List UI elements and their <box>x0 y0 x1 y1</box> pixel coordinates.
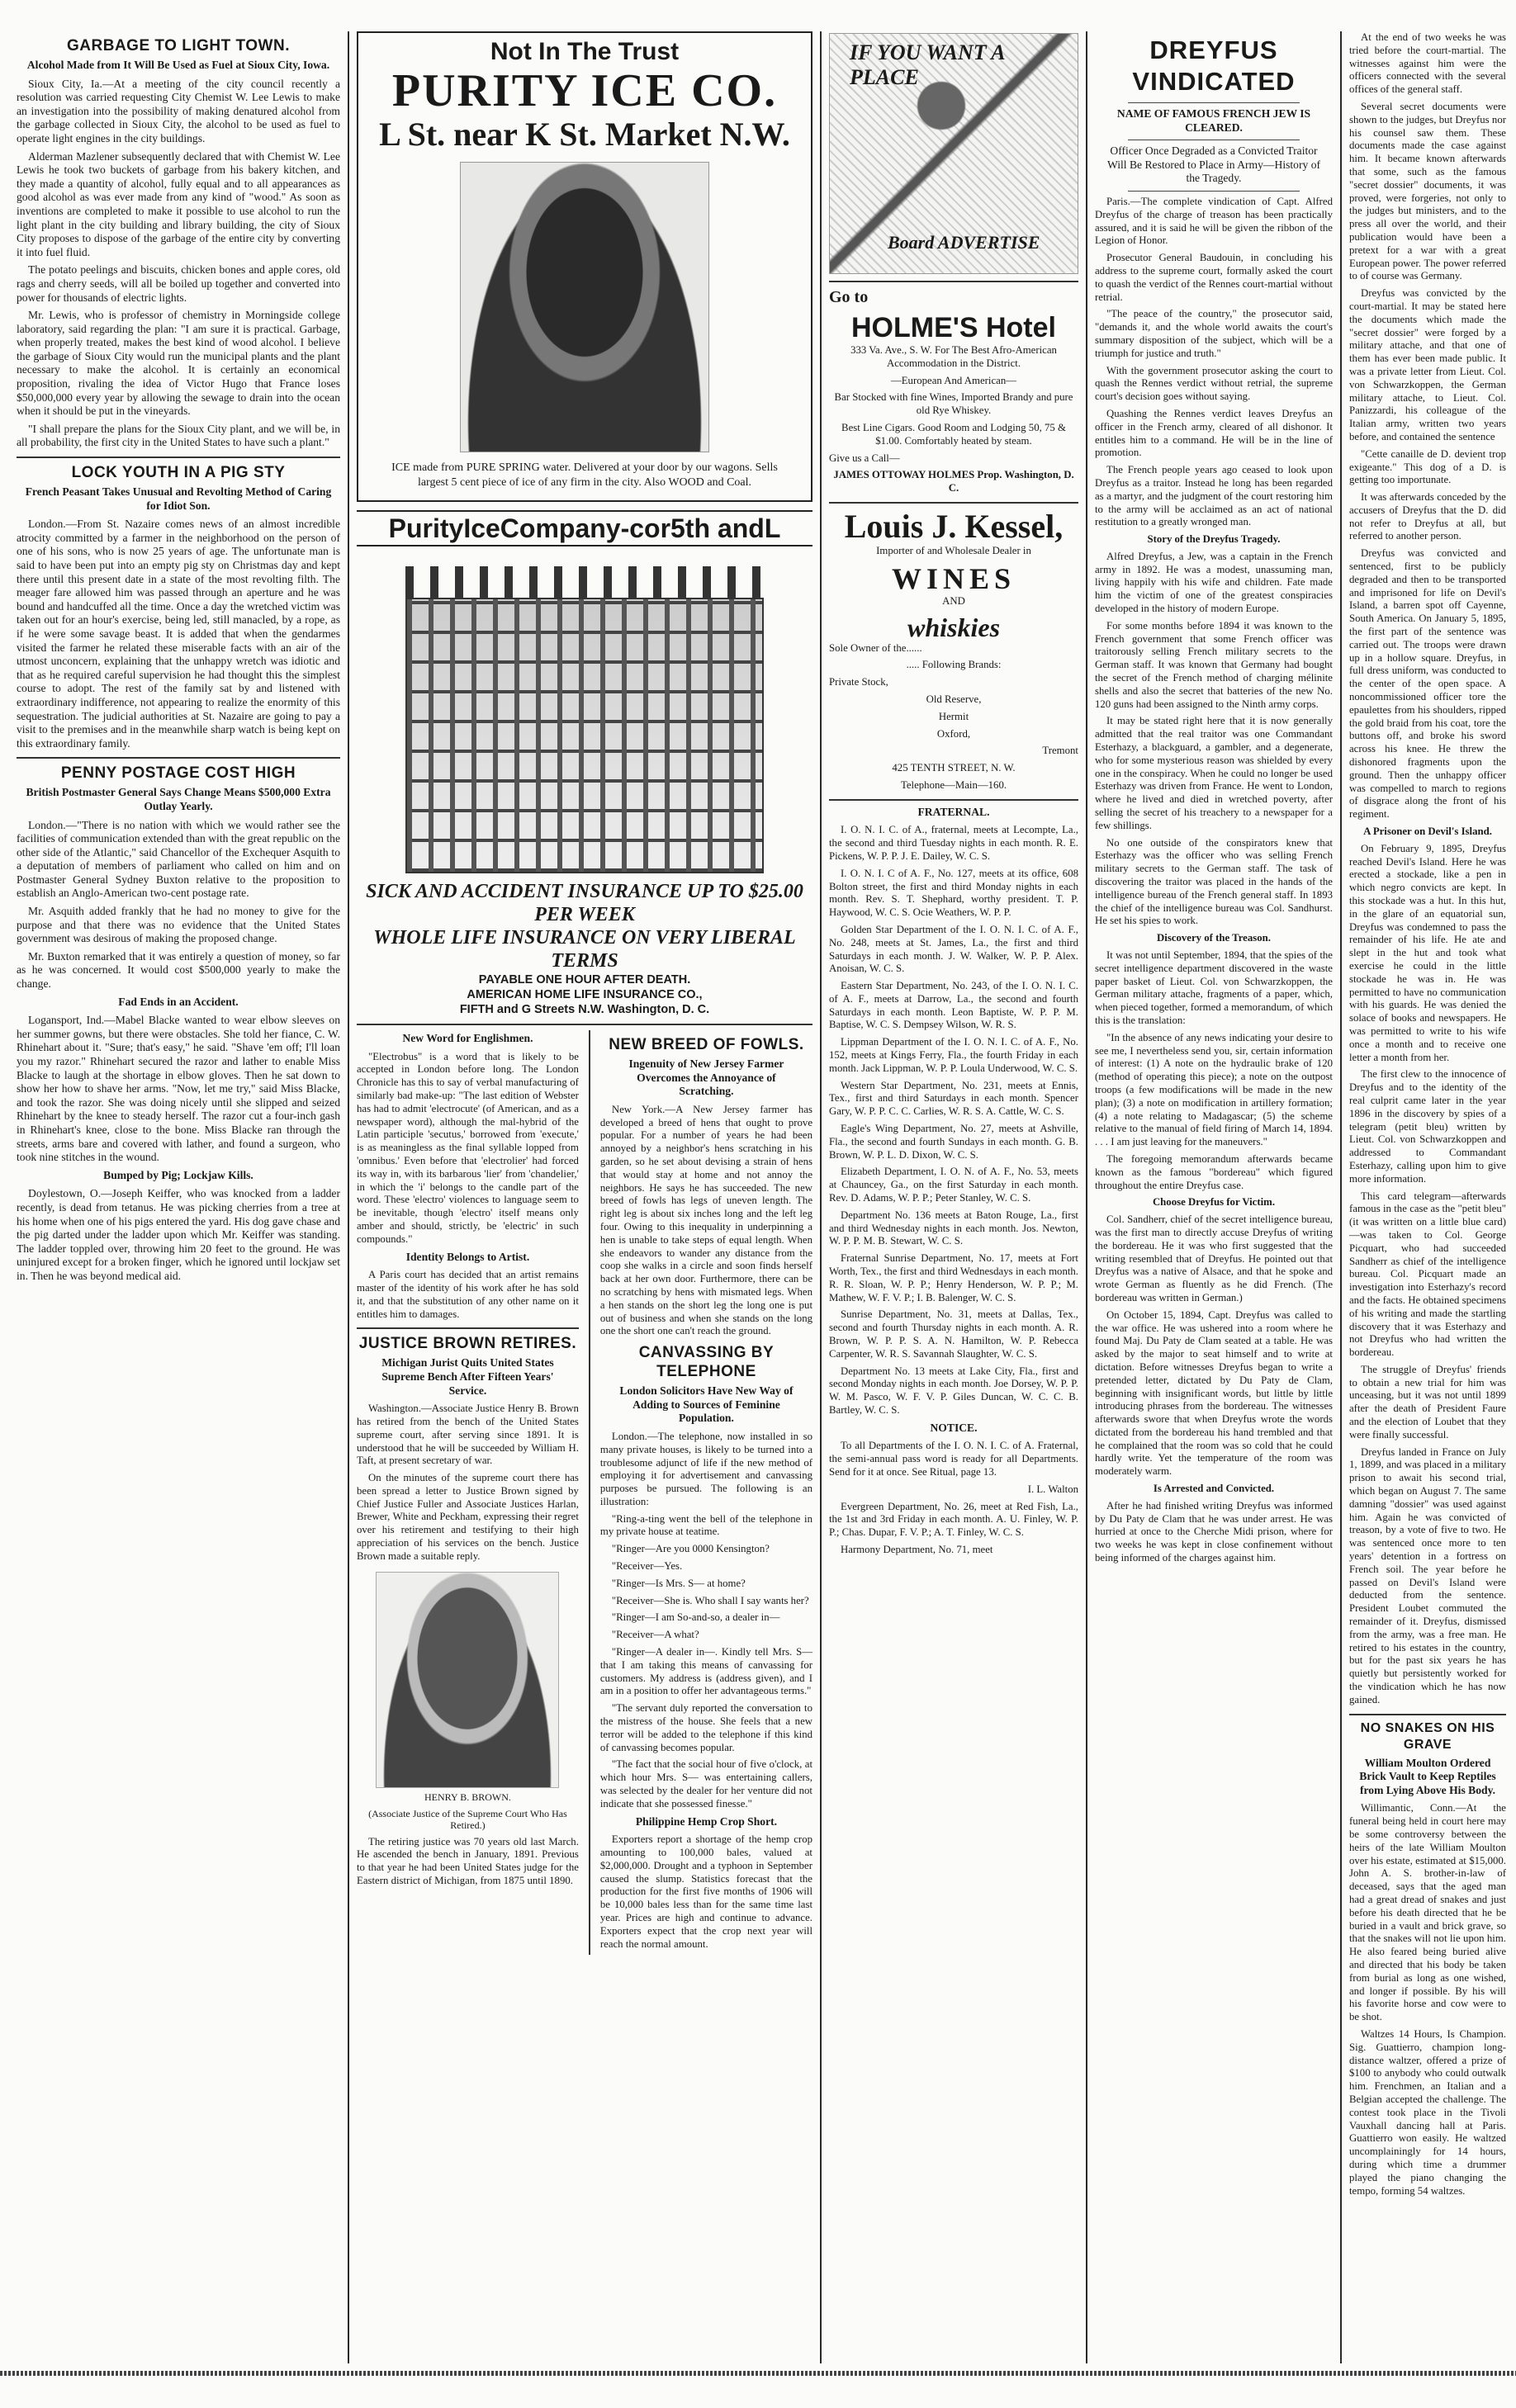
kessel-line: Sole Owner of the...... <box>829 641 922 654</box>
article-paragraph: The potato peelings and biscuits, chicken bones and apple cores, old rags and cherry seeds, will all be boiled up together and converted into power for thousands of electric lights. <box>17 263 340 304</box>
ice-ad-text: ICE made from PURE SPRING water. Delivered at your door by our wagons. Sells largest 5 cent piece of ice of any firm in the city. Also WOOD and Coal. <box>391 461 778 489</box>
cartoon-illustration <box>829 33 1078 274</box>
kessel-line: Oxford, <box>936 727 971 740</box>
column-2 <box>350 31 819 2363</box>
ice-ad-address: L St. near K St. Market N.W. <box>379 116 790 153</box>
subhead-devils-island: A Prisoner on Devil's Island. <box>1363 826 1492 838</box>
divider <box>1349 1714 1506 1715</box>
article-paragraph: The retiring justice was 70 years old last March. He ascended the bench in January, 1891. Previous to that year he had been United States judge for the Eastern district of Michigan, from 1875 until 1890. <box>357 1835 579 1887</box>
article-paragraph: It was not until September, 1894, that the spies of the secret intelligence department discovered in the waste paper basket of Lieut. Col. von Schwarzkoppen, the German military attache, fragments of a paper, which, when pieced together, formed a memorandum, of which this is the translation: <box>1095 949 1333 1026</box>
ice-ad-tagline: Not In The Trust <box>490 38 680 65</box>
notice-item: Evergreen Department, No. 26, meet at Red Fish, La., the 1st and 3rd Friday in each month. A. U. Finley, W. P. P.; Chas. Dupar, F. V. P.; A. T. Finley, W. C. S. <box>829 1500 1078 1539</box>
fraternal-item: Elizabeth Department, I. O. N. of A. F., No. 53, meets at Chauncey, Ga., on the first Saturday in each month. Rev. D. Adams, W. P. P.; Peter Stanley, W. C. S. <box>829 1166 1078 1204</box>
headline-snakes: NO SNAKES ON HIS GRAVE <box>1360 1720 1495 1752</box>
article-paragraph: "Ringer—I am So-and-so, a dealer in— <box>611 1611 780 1624</box>
fraternal-item: Lippman Department of the I. O. N. I. C. of A. F., No. 152, meets at Kings Ferry, Fla., the fourth Friday in each month. Jack Lippman, W. P. P. Loula Underwood, W. C. S. <box>829 1036 1078 1074</box>
fraternal-item: Department No. 136 meets at Baton Rouge, La., first and third Wednesday nights in each month. Jos. Newton, W. P. P. M. B. Stewart, W. C. S. <box>829 1209 1078 1247</box>
article-paragraph: London.—The telephone, now installed in so many private houses, is likely to be turned into a troublesome adjunct of life if the new method of employing it for advertisement and canvassing purposes be pursued. The following is an illustration: <box>599 1430 812 1507</box>
kessel-line: 425 TENTH STREET, N. W. <box>892 762 1016 774</box>
article-paragraph: "Ringer—Are you 0000 Kensington? <box>611 1543 770 1555</box>
cartoon-board-text: Board ADVERTISE <box>888 232 1040 253</box>
subhead-new-word: New Word for Englishmen. <box>402 1032 533 1044</box>
notice-signature: I. L. Walton <box>1027 1483 1078 1495</box>
column-5 <box>1343 31 1513 2363</box>
article-paragraph: The struggle of Dreyfus' friends to obtain a new trial for him was unceasing, but it was not until 1899 after the death of President Faure and the election of Loubet that they were finally successful. <box>1349 1363 1506 1441</box>
divider <box>829 502 1078 504</box>
fraternal-item: Sunrise Department, No. 31, meets at Dallas, Tex., second and fourth Thursday nights in each month. A. R. Brown, W. P. P. S. A. N. Hamilton, W. P. Rebecca Carpenter, W. R. S. Savannah Slaughter, W. C. S. <box>829 1308 1078 1360</box>
kessel-line: Private Stock, <box>829 676 888 688</box>
dek-fowls: Ingenuity of New Jersey Farmer Overcomes the Annoyance of Scratching. <box>628 1057 784 1098</box>
article-paragraph: No one outside of the conspirators knew that Esterhazy was the officer who was selling French military secrets to the German staff. The task of discovering the traitor was placed in the hands of the intelligence bureau of the French general staff. In 1893 the chief of the intelligence bureau was Col. Sandhurst. He set his spies to work. <box>1095 836 1333 927</box>
kessel-whiskies: whiskies <box>907 612 1001 642</box>
column-rule <box>820 31 822 2363</box>
dek-garbage: Alcohol Made from It Will Be Used as Fuel at Sioux City, Iowa. <box>26 59 330 71</box>
article-paragraph: Logansport, Ind.—Mabel Blacke wanted to wear elbow sleeves on her summer gowns, but there were obstacles. She told her fiance, C. W. Rhinehart about it. "Sure; that's easy," he said. "Shave 'em off; I'll loan you my razor." Rhinehart secured the razor and lather to enable Miss Blacke to laugh at the shortage in elbow gloves. Then he sat down to show her how to shave her arms. "Now, let me try," said Miss Blacke, and took the razor. She was doing nicely until she slipped and seized Rhinehart by the knee to steady herself. The razor cut a four-inch gash in Rhinehart's knee, close to the bone. Miss Blacke ran through the streets, arms bare and covered with lather, and found a surgeon, who took nine stitches in the wound. <box>17 1014 340 1164</box>
article-paragraph: Alderman Mazlener subsequently declared that with Chemist W. Lee Lewis he took two buckets of garbage from his bakery kitchen, and they made a quantity of alcohol, fully equal and to all appearances as good alcohol as was ever made from any kind of "wood." As soon as inventions are completed to make it possible to use alcohol to run the light plant in the city building and library building, the city of Sioux City proposes to dispose of the garbage of the entire city by converting it into fuel fluid. <box>17 149 340 258</box>
article-paragraph: Col. Sandherr, chief of the secret intelligence bureau, was the first man to directly accuse Dreyfus of writing the bordereau. He it was who first suggested that the writing resembled that of Dreyfus. He pointed out that Dreyfus was a native of Alsace, and that he spoke and wrote German as fluently as he did French. (The bordereau was written in German.) <box>1095 1213 1333 1303</box>
article-paragraph: Mr. Lewis, who is professor of chemistry in Morningside college laboratory, said regarding the plan: "I am sure it is practical. Garbage, when properly treated, makes the best kind of wood alcohol. I believe the garbage of Sioux City would run the municipal plants and the plant necessary to make the alcohol. It is certainly an economical proposition, rivaling the idea of Victor Hugo that France loses $50,000,000 every year by allowing the sewage to drain into the ocean when it should be put in the vineyards. <box>17 309 340 418</box>
column-2a <box>357 1030 579 1955</box>
article-paragraph: Willimantic, Conn.—At the funeral being held in court here may be some controversy between the heirs of the late William Moulton over his estate, estimated at $15,000. John A. S. brother-in-law of deceased, says that the aged man had a great dread of snakes and just before his death directed that he be buried in a vault and brick grave, so that the snakes will not lie upon him. He also feared being buried alive and directed that his body be taken from burial as long as one wished, and longer if possible. By his will his favorite horse and cow were to be shot. <box>1349 1802 1506 2023</box>
article-paragraph: Sioux City, Ia.—At a meeting of the city council recently a resolution was carried requesting City Chemist W. Lee Lewis to make an investigation into the possibility of making denatured alcohol from the garbage collected in Sioux City, the alcohol to be used as fuel to operate light engines in the city buildings. <box>17 77 340 144</box>
column-rule <box>1340 31 1342 2363</box>
kessel-line: Old Reserve, <box>926 693 982 705</box>
holme-goto: Go to <box>829 288 869 306</box>
article-paragraph: For some months before 1894 it was known to the French government that some French officer was traitorously selling French military secrets to the German staff. It was known that Germany had bought the secret of the French method of charging mélinite shells and also the secret that batteries of the new No. 120 guns had been assigned to the Ninth army corps. <box>1095 619 1333 710</box>
kessel-name: Louis J. Kessel, <box>844 507 1064 545</box>
article-paragraph: Several secret documents were shown to the judges, but Dreyfus nor his counsel saw them. These documents made the case against him. It became known afterwards that some, such as the famous "secret dossier" documents, it was proved, were forgeries, not only to the judges but ministers, and to the press all over the world, and their publication would have been a pretext for a war with a great European power. The power referred to of course was Germany. <box>1349 100 1506 282</box>
article-paragraph: Mr. Buxton remarked that it was entirely a question of money, so far as he was concerned. It would cost $500,000 yearly to make the change. <box>17 949 340 991</box>
cartoon-caption: IF YOU WANT A PLACE <box>850 40 1005 89</box>
article-paragraph: "Receiver—She is. Who shall I say wants her? <box>611 1594 809 1606</box>
kessel-line: ..... Following Brands: <box>906 659 1002 671</box>
article-paragraph: "Electrobus" is a word that is likely to be accepted in London before long. The London Chronicle has this to say of verbal manufacturing of similarly bad make-up: "The last edition of Webster has had to admit 'electrocute' (of American, and as a newspaper word), although the mal-hybrid of the Latin participle 'secutus,' borrowed from 'execute,' is as meaningless as the final syllable lopped from 'omnibus.' Even before that 'electrolier' had forced its way in, with its barbarous 'lier' from 'chandelier,' in which the 'i' belongs to the candle part of the word. These 'electro' violences to language seem to be inevitable, though 'electro' itself means only amber and should, strictly, be 'electric' in such compounds." <box>357 1050 579 1245</box>
divider <box>1128 191 1300 192</box>
article-paragraph: Dreyfus was convicted by the court-martial. It may be stated here the documents which made the "secret dossier" were forged by a military attache, and that one of them has ever been made public. It was a private letter from Lieut. Col. von Schwarzkoppen, the German military attache, to Lieut. Col. Panizzardi, his colleague of the Italian army, written two years before, and contained the sentence <box>1349 287 1506 442</box>
article-paragraph: New York.—A New Jersey farmer has developed a breed of hens that ought to prove popular. For a number of years he had been annoyed by a neighbor's hens scratching in his garden, so he set about devising a strain of hens that would stay at home and not annoy the neighbors. He says he has succeeded. The new breed of fowls has legs of uneven length. The right leg is about six inches long and the left leg four. Owing to this inequality in underpinning a hen is unable to take steps of equal length. When she endeavors to wander any distance from the coop she walks in a circle and soon finds herself back at her own door. Furthermore, there can be no scratching by hens with mismated legs. When a hen stands on the short leg the long one is put out of business and when she stands on the long one the short one can't reach the ground. <box>599 1103 812 1337</box>
column-2b <box>600 1030 812 1955</box>
subhead-discovery: Discovery of the Treason. <box>1157 932 1271 944</box>
article-paragraph: Doylestown, O.—Joseph Keiffer, who was knocked from a ladder recently, is dead from tetanus. He was picking cherries from a tree at his home when one of his pigs entered the yard. His dog gave chase and the pig darted under the ladder upon which Mr. Keiffer was standing. The ladder toppled over, throwing him 20 feet to the ground. He was uninjured except for a broken finger, which he ignored until lockjaw set in. Then he was beyond medical aid. <box>17 1187 340 1282</box>
subhead-victim: Choose Dreyfus for Victim. <box>1152 1196 1276 1209</box>
column-1 <box>10 31 347 2363</box>
headline-justice-brown: JUSTICE BROWN RETIRES. <box>358 1335 577 1353</box>
notice-item: To all Departments of the I. O. N. I. C. of A. Fraternal, the semi-annual pass word is ready for all Departments. Send for it at once. See Ritual, page 13. <box>829 1440 1078 1478</box>
divider <box>357 1024 812 1025</box>
kessel-line: Hermit <box>938 710 969 722</box>
subhead-identity: Identity Belongs to Artist. <box>405 1250 530 1263</box>
purity-ice-ad <box>357 31 812 502</box>
article-paragraph: On February 9, 1895, Dreyfus reached Devil's Island. Here he was erected a stockade, like a pen in which negro convicts are kept. In this stockade was a hut. In this hut, in the glare of an equatorial sun, Dreyfus was condemned to pass the remainder of his life. He ate and slept in the hut and took what exercise he could in the little stockade he was in. He was permitted to have no communication with his guards. He was denied the solace of books and newspapers. He was permitted to write to his wife once a month and to receive one letter a month from her. <box>1349 842 1506 1063</box>
article-paragraph: "Cette canaille de D. devient trop exigeante." This dog of a D. is getting too importunate. <box>1349 447 1506 486</box>
insurance-line-4: AMERICAN HOME LIFE INSURANCE CO., <box>467 988 703 1001</box>
insurance-line-1: SICK AND ACCIDENT INSURANCE UP TO $25.00 PER WEEK <box>366 881 803 925</box>
column-rule <box>1086 31 1087 2363</box>
justice-brown-portrait <box>376 1572 559 1788</box>
article-paragraph: With the government prosecutor asking the court to quash the Rennes verdict without retrial, the supreme court's decision goes without saying. <box>1095 364 1333 403</box>
article-paragraph: The foregoing memorandum afterwards became known as the famous "bordereau" which figured throughout the entire Dreyfus case. <box>1095 1152 1333 1191</box>
insurance-line-5: FIFTH and G Streets N.W. Washington, D. C. <box>459 1003 710 1016</box>
fraternal-item: I. O. N. I. C. of A., fraternal, meets at Lecompte, La., the second and third Tuesday nights in each month. R. E. Pickens, W. P. P. J. E. Dailey, W. C. S. <box>829 824 1078 862</box>
holme-line: Best Line Cigars. Good Room and Lodging 50, 75 & $1.00. Comfortably heated by steam. <box>841 421 1066 447</box>
article-paragraph: The first clew to the innocence of Dreyfus and to the identity of the real culprit came later in the year 1896 in the discovery by spies of a telegram (petit bleu) written by Lieut. Col. von Schwarzkoppen and addressed to Commandant Esterhazy, calling upon him to give more information. <box>1349 1068 1506 1185</box>
article-paragraph: "Ringer—Is Mrs. S— at home? <box>611 1577 746 1589</box>
divider <box>17 457 340 458</box>
holme-line: Give us a Call— <box>829 452 900 464</box>
article-paragraph: "In the absence of any news indicating your desire to see me, I nevertheless send you, sir, certain information of interest: (1) A note on the hydraulic brake of 120 (method of operating this piece); a note on the outpost troops (a few modifications will be made in the new plan); (3) a note on modification in artillery formation; (4) a note relating to Madagascar; (5) the scheme relative to the manual of field firing of March 14, 1894. . . . I am just leaving for the maneuvers." <box>1095 1031 1333 1148</box>
kessel-line: Telephone—Main—160. <box>900 778 1007 791</box>
article-paragraph: Waltzes 14 Hours, Is Champion. Sig. Guattierro, champion long-distance waltzer, offered a prize of $100 to anybody who could outwalk him. Frenchmen, an Italian and a Belgian accepted the challenge. The contest took place in the Tivoli Vauxhall dancing hall at Paris. Guattierro won easily. He waltzed uncomplainingly for 14 hours, during which time a drummer played the piano changing the tempo, forming 54 waltzes. <box>1349 2027 1506 2197</box>
article-paragraph: Alfred Dreyfus, a Jew, was a captain in the French army in 1892. He was a modest, unassuming man, living happily with his wife and children. Fate made him the victim of one of the greatest conspiracies developed in the history of modern Europe. <box>1095 550 1333 615</box>
column-rule <box>589 1030 590 1955</box>
fraternal-item: Fraternal Sunrise Department, No. 17, meets at Fort Worth, Tex., the first and third Wednesdays in each month. R. R. Sloan, W. P. P.; Henry Henderson, W. P. P.; M. Mathew, W. F. V. P.; I. B. Balenger, W. C. S. <box>829 1252 1078 1303</box>
fraternal-item: Eastern Star Department, No. 243, of the I. O. N. I. C. of A. F., meets at Darrow, La., the second and fourth Saturdays in each month. Leon Baptiste, W. P. P. M. Baptise, W. C. S. Dempsey Wilson, W. R. S. <box>829 980 1078 1031</box>
holme-line: JAMES OTTOWAY HOLMES Prop. Washington, D. C. <box>833 469 1074 494</box>
article-paragraph: "Receiver—Yes. <box>611 1560 683 1573</box>
article-paragraph: Paris.—The complete vindication of Capt. Alfred Dreyfus of the charge of treason has been practically assured, and it is said he will be given the ribbon of the Legion of Honor. <box>1095 195 1333 247</box>
article-paragraph: Exporters report a shortage of the hemp crop amounting to 100,000 bales, valued at $2,000,000. Drought and a typhoon in September caused the slump. Statistics forecast that the production for the first five months of 1906 will be 10,000 bales less than for the same time last year. Prices are high and continue to advance. Exporters expect that the crop next year will reach the normal amount. <box>599 1833 812 1950</box>
dek-snakes: William Moulton Ordered Brick Vault to Keep Reptiles from Lying Above His Body. <box>1359 1756 1496 1796</box>
fraternal-item: Western Star Department, No. 231, meets at Ennis, Tex., first and third Saturdays in each month. Spencer Gary, W. P. P. C. C. Carlies, W. R. S. A. Cattle, W. C. S. <box>829 1079 1078 1118</box>
headline-telephone: CANVASSING BY TELEPHONE <box>638 1344 775 1381</box>
column-2-split <box>357 1030 812 1955</box>
dek-dreyfus-2: Officer Once Degraded as a Convicted Traitor Will Be Restored to Place in Army—History of the Tragedy. <box>1106 144 1321 185</box>
article-paragraph: "Ring-a-ting went the bell of the telephone in my private house at teatime. <box>599 1512 812 1538</box>
article-paragraph: On October 15, 1894, Capt. Dreyfus was called to the war office. He was ushered into a room where he found Maj. Du Paty de Clam seated at a table. He was asked by the major to seat himself and to write at dictation. Before witnesses Dreyfus began to write a pretended letter, dictated by Du Paty de Clam, beginning with insignificant words, but little by little introducing phrases from the bordereau. The witnesses afterwards swore that when Dreyfus wrote the words dictated from the bordereau his hand trembled and that he complained that the room was so cold that he could hardly write. Yet the temperature of the room was moderately warm. <box>1095 1308 1333 1478</box>
divider <box>829 799 1078 801</box>
article-paragraph: The French people years ago ceased to look upon Dreyfus as a traitor. Instead he long has been regarded as a martyr, and the judgment of the court restoring him to the army will be acclaimed as an act of national restitution to a greatly wronged man. <box>1095 464 1333 528</box>
fraternal-item: Eagle's Wing Department, No. 27, meets at Ashville, Fla., the second and fourth Sundays in each month. G. B. Brown, W. P. L. D. Dixon, W. C. S. <box>829 1123 1078 1161</box>
notice-item: Harmony Department, No. 71, meet <box>841 1543 993 1555</box>
headline-pig-sty: LOCK YOUTH IN A PIG STY <box>71 464 286 482</box>
holme-line: —European And American— <box>890 374 1017 386</box>
article-paragraph: Dreyfus was convicted and sentenced, first to be publicly degraded and then to be transported and imprisoned for life on Devil's Island, a barren spot off Cayenne, South America. On January 5, 1895, the first part of the sentence was carried out. The troops were drawn up in a hollow square. Dreyfus, in full dress uniform, was conducted to the center of the open space. A noncommissioned officer tore the epaulettes from his shoulders, ripped the gold braid from his coat, tore the buttons off, and broke his sword across his knee. He threw the dishonored fragments upon the ground. Then the unhappy officer was compelled to march to regions of disgrace along the front of his regiment. <box>1349 547 1506 821</box>
divider <box>357 1327 579 1329</box>
article-paragraph: Washington.—Associate Justice Henry B. Brown has retired from the bench of the United States supreme court, after serving since 1891. It is understood that he will be succeeded by William H. Taft, at present secretary of war. <box>357 1403 579 1467</box>
subhead-accident: Fad Ends in an Accident. <box>118 995 239 1008</box>
subhead-lockjaw: Bumped by Pig; Lockjaw Kills. <box>103 1168 253 1181</box>
article-paragraph: "The peace of the country," the prosecutor said, "demands it, and the whole world awaits the court's summary disposition of the subject, which will be a triumph for justice and truth." <box>1095 308 1333 359</box>
subhead-story: Story of the Dreyfus Tragedy. <box>1147 533 1281 546</box>
headline-dreyfus: DREYFUS VINDICATED <box>1132 35 1296 96</box>
column-rule <box>348 31 349 2363</box>
kessel-subtitle: Importer of and Wholesale Dealer in <box>876 544 1031 556</box>
article-paragraph: "I shall prepare the plans for the Sioux City plant, and we will be, in all probability, the first city in the United States to have such a plant." <box>17 422 340 449</box>
holme-line: Bar Stocked with fine Wines, Imported Brandy and pure old Rye Whiskey. <box>834 391 1073 417</box>
article-paragraph: At the end of two weeks he was tried before the court-martial. The witnesses against him were the officers connected with the several offices of the general staff. <box>1349 31 1506 96</box>
article-paragraph: This card telegram—afterwards famous in the case as the "petit bleu" (it was written on a little blue card)—was taken to Col. George Picquart, who had succeeded Sandherr as chief of the intelligence bureau. Col. Picquart made an investigation into Esterhazy's record and the facts. He obtained specimens of his writing and made the startling discovery that it was Esterhazy and not Dreyfus who had written the bordereau. <box>1349 1190 1506 1359</box>
article-paragraph: "The fact that the social hour of five o'clock, at which hour Mrs. S— was entertaining callers, was selected by the dealer for her venture did not indicate that she possessed finesse." <box>599 1758 812 1810</box>
kessel-and: AND <box>942 594 965 607</box>
fraternal-item: Golden Star Department of the I. O. N. I. C. of A. F., No. 248, meets at St. James, La., the first and third Saturdays in each month. J. W. Walker, W. P. P. Alex. Anoisan, W. C. S. <box>829 923 1078 975</box>
column-3 <box>822 31 1085 2363</box>
headline-fraternal: FRATERNAL. <box>917 805 990 818</box>
insurance-line-3: PAYABLE ONE HOUR AFTER DEATH. <box>478 973 691 986</box>
insurance-line-2: WHOLE LIFE INSURANCE ON VERY LIBERAL TERMS <box>373 927 796 972</box>
dek-justice-brown: Michigan Jurist Quits United States Supreme Bench After Fifteen Years' Service. <box>381 1356 554 1397</box>
article-paragraph: It was afterwards conceded by the accusers of Dreyfus that the D. did not refer to Dreyfus at all, but referred to another person. <box>1349 491 1506 542</box>
article-paragraph: Dreyfus landed in France on July 1, 1899, and was placed in a military prison to await his second trial, which began on August 7. The same damning "dossier" was used against him. Again he was convicted of treason, by a vote of five to two. He was sentenced once more to ten years' detention in a fortress on French soil. The year before he passed on Devil's Island were deducted from the sentence. President Loubet commuted the remainder of it. Dreyfus, dismissed from the army, was a free man. He retired to his estates in the country, but for the past six years he has quietly but persistently worked for the vindication which he has now gained. <box>1349 1445 1506 1705</box>
article-paragraph: On the minutes of the supreme court there has been spread a letter to Justice Brown signed by Chief Justice Fuller and Associate Justices Harlan, Brewer, White and Peckham, expressing their regret over his retirement and testifying to their high appreciation of his services on the bench. Justice Brown made a suitable reply. <box>357 1472 579 1562</box>
article-paragraph: "Ringer—A dealer in—. Kindly tell Mrs. S— that I am taking this means of canvassing for customers. My address is (address given), and I am in a position to offer her advantageous terms." <box>599 1646 812 1697</box>
portrait-caption: HENRY B. BROWN. <box>424 1791 511 1803</box>
article-paragraph: Quashing the Rennes verdict leaves Dreyfus an officer in the French army, cleared of all dishonor. It entitles him to a command. He will be in the line of promotion. <box>1095 407 1333 459</box>
portrait-image <box>460 162 709 452</box>
article-paragraph: A Paris court has decided that an artist remains master of the identity of his work after he has sold it, and that the substitution of any other name on it entitles him to damages. <box>357 1269 579 1320</box>
article-paragraph: "The servant duly reported the conversation to the mistress of the house. She feels that a new terror will be added to the telephone if this kind of canvassing becomes popular. <box>599 1702 812 1753</box>
kessel-line: Tremont <box>1042 745 1078 757</box>
divider <box>1128 102 1300 103</box>
dek-telephone: London Solicitors Have New Way of Adding to Sources of Feminine Population. <box>619 1384 794 1425</box>
headline-postage: PENNY POSTAGE COST HIGH <box>60 764 296 783</box>
divider <box>17 757 340 759</box>
kessel-wines: WINES <box>891 561 1016 595</box>
holme-hotel-name: HOLME'S Hotel <box>851 312 1056 343</box>
article-paragraph: After he had finished writing Dreyfus was informed by Du Paty de Clam that he was under arrest. He was hurried at once to the Cherche Midi prison, where for two weeks he was kept in close confinement without being informed of the charges against him. <box>1095 1499 1333 1564</box>
headline-notice: NOTICE. <box>930 1421 978 1434</box>
headline-fowls: NEW BREED OF FOWLS. <box>609 1036 804 1053</box>
ice-ad-band: PurityIceCompany-cor5th andL <box>357 510 812 546</box>
portrait-caption-sub: (Associate Justice of the Supreme Court Who Has Retired.) <box>368 1807 567 1831</box>
article-paragraph: London.—"There is no nation with which we would rather see the facilities of communication extended than with the great republic on the other side of the Atlantic," said Chancellor of the Exchequer Asquith to a deputation of members of parliament who called on him and on Postmaster General Sydney Buxton relative to the proposition to establish an Anglo-American two-cent postage rate. <box>17 818 340 900</box>
divider <box>829 281 1078 282</box>
article-paragraph: London.—From St. Nazaire comes news of an almost incredible atrocity committed by a farmer in the neighborhood on the person of one of his sons, who is now 25 years of age. The unfortunate man is said to have been put into an empty pig sty on Christmas day and kept there until this present date in a state of the most revolting filth. The meager fare allowed him was passed through an aperture and he was bound and handcuffed all the time. Once a day the wretched victim was taken out for an hour's exercise, being led, still manacled, by a rope, as if he were some savage beast. It is added that when the gendarmes visited the farmer he related these miserable facts with an air of the utmost unconcern, explaining that the unhappy wretch was idiotic and that as he required careful supervision he had thought this the simplest course to adopt. The rest of the family sat by and listened with extraordinary indifference, not appearing to realize the enormity of this sequestration. The judicial authorities at St. Nazaire are going to pay a visit to the premises and in the meanwhile sharp watch is being kept on this extraordinary family. <box>17 518 340 750</box>
dek-postage: British Postmaster General Says Change Means $500,000 Extra Outlay Yearly. <box>26 786 331 812</box>
fraternal-item: Department No. 13 meets at Lake City, Fla., first and second Monday nights in each month. Joe Dorsey, W. P. P. W. M. Pasco, W. F. V. P. Giles Duncan, W. C. C. B. Bartley, W. C. S. <box>829 1365 1078 1416</box>
fraternal-item: I. O. N. I. C of A. F., No. 127, meets at its office, 608 Bolton street, the first and third Monday nights in each month. Rev. S. T. Shephard, worthy president. T. P. Haywood, W. C. S. Ocie Weathers, W. P. P. <box>829 867 1078 919</box>
article-paragraph: Mr. Asquith added frankly that he had no money to give for the purpose and that there was no evidence that the United States government was desirous of making the proposed change. <box>17 905 340 945</box>
dek-dreyfus: NAME OF FAMOUS FRENCH JEW IS CLEARED. <box>1116 107 1311 134</box>
article-paragraph: Prosecutor General Baudouin, in concluding his address to the supreme court, formally asked the court to quash the verdict of the Rennes court-martial without retrial. <box>1095 252 1333 303</box>
headline-garbage: GARBAGE TO LIGHT TOWN. <box>67 37 290 54</box>
subhead-arrested: Is Arrested and Convicted. <box>1153 1483 1275 1495</box>
article-paragraph: "Receiver—A what? <box>611 1629 699 1641</box>
ice-ad-name: PURITY ICE CO. <box>391 65 778 116</box>
building-engraving <box>405 598 764 873</box>
bottom-border <box>0 2371 1516 2376</box>
dek-pig-sty: French Peasant Takes Unusual and Revolting Method of Caring for Idiot Son. <box>25 485 332 512</box>
subhead-hemp: Philippine Hemp Crop Short. <box>635 1814 778 1828</box>
column-4 <box>1088 31 1339 2363</box>
article-paragraph: It may be stated right here that it is now generally admitted that the real traitor was one Commandant Esterhazy, a blackguard, a gambler, and a degenerate, who for some mysterious reason was shielded by every one in the conspiracy. When he could no longer be used Esterhazy was driven from France. He went to London, where he lived and died in wretched poverty, after selling the secret of his treachery to a newspaper for a few shillings. <box>1095 715 1333 831</box>
holme-line: 333 Va. Ave., S. W. For The Best Afro-American Accommodation in the District. <box>850 344 1057 369</box>
